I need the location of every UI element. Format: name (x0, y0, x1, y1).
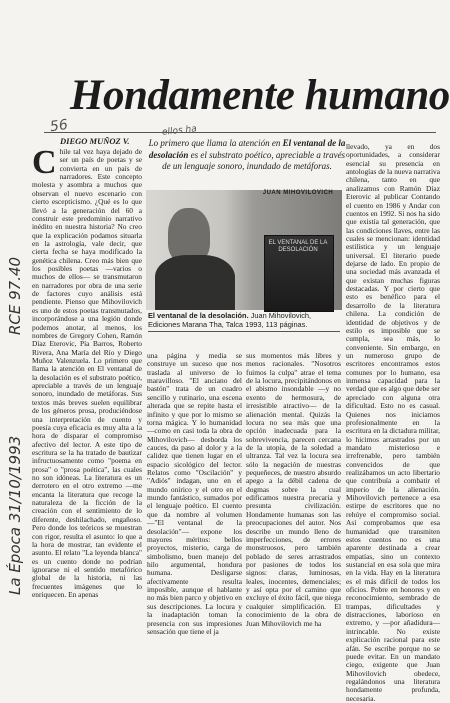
article-column-2: una página y media se construye un suceso que nos traslada al universo de lo maravilloso. "El anciano del bastón" trata de un cuadro sencillo y rutinario, una escena alterada que se repite hasta el infinito y que por lo mismo se torna mágica. Y lo humanidad —como en casi toda la obra de Mihovilovich— desborda los cauces, da paso al dolor y a la calidez que tienen lugar en el espacio sicológico del lector. Relatos como "Oscilación" y "Adiós" indagan, uno en el mundo onírico y el otro en el mundo fantástico, sumados por el lenguaje poético. El cuento que da nombre al volumen —"El ventanal de la desolación"— expone los mayores méritos: bellos proyectos, misterio, carga de simbolismo, buen manejo del hilo argumental, hondura humana. Desligarse afectivamente resulta imposible, aunque el hablante no más bien parco y objetivo en sus descripciones. La locura y la inadaptación toman la presencia con sus impresiones sensación que tiene el ja (147, 351, 242, 636)
book-cover-title: EL VENTANAL DE LA DESOLACIÓN (268, 240, 328, 253)
book-cover-author: JUAN MIHOVILOVICH (262, 190, 334, 196)
author-photo-body (155, 255, 235, 310)
headline-rule (44, 132, 436, 133)
photo-caption (148, 312, 340, 332)
margin-source-note: La Época 31/10/1993 (6, 435, 24, 595)
margin-code-note: RCE 97.40 (6, 256, 24, 335)
handwritten-note: ellos ha (161, 124, 198, 138)
column-1-text: hile tal vez haya dejado de ser un país de poetas y se convierta en un país de narradores. Este concepto molesta y asombra a muchos que observan el nuevo escenario con cierto escepticismo. ¿Qué es lo que llevó a la generación del 60 a construir este predominio narrativo inédito en nuestra historia? No creo que la explicación podamos situarla en la astrología, vale decir, que cierta fecha se haya modificado la genética chilena. Creo más bien que los posibles poetas —varios o muchos de ellos— se transmutaron en narradores por obra de una serie de factores cuyo análisis está pendiente. Pienso que Mihovilovich es uno de estos poetas transmutados, incorporándose a una legión donde podemos anotar, al menos, los nombres de Gregory Cohen, Ramón Díaz Eterovic, Pía Barros, Roberto Rivera, Ana María del Río y Diego Muñoz Valenzuela. Lo primero que llama la atención en El ventanal de la desolación es el substrato poético, apreciable a través de un lenguaje sonoro, inundado de metáforas. Sus textos más breves suelen equilibrar de los géneros prosa, produciéndose una interpretación de cuento y poesía cuya eficacia es muy alta a la hora de disparar el compromiso afectivo del lector. A este tipo de escritura se la ha tratado de bautizar infructuosamente como "poema en prosa" o "prosa poética", las cuales no son idóneas. La literatura es un derrotero en el otro extremo —me encanta la literatura que recoge la naturaleza de la ficción de la creación con el sentimiento de lo diferente, deshilachado, engañoso. Pero donde los teóricos se muestran con rigor, resulta el asunto: lo que a la hora de mostrar, tan evidente el asunto. El relato "La leyenda blanca" es un cuento donde no podrían ignorarse ni el sentido metafórico global de la historia, ni las frecuentes imágenes que lo enriquecen. En apenas (32, 147, 142, 600)
article-author: DIEGO MUÑOZ V. (60, 136, 130, 146)
article-column-1 (32, 144, 142, 600)
article-column-3: sus momentos más libres y menos racionales. "Nosotros fuimos la culpa" atrae el tema de la locura, precipitándonos en el abismo insondable —y no exento de hermosura, de irresistible atractivo— de la alienación mental. Quizás la locura no sea más que una opción inadecuada para la sobrevivencia, parecen cercana de la utopía, de la soledad a ultranza. Tal vez la locura sea sólo la negación de nuestras pequeñeces, de nuestro absurdo apego a la débil cadena de dogmas sobre la cual edificamos nuestra precaria y presunta civilización. Hondamente humanas son las preocupaciones del autor. Nos describe un mundo lleno de imperfecciones, de errores monstruosos, pero también poblado de seres arrastrados por pasiones de todos los signos: claras, luminosas, leales, inocentes, demenciales; y así opta por el camino que excluye el éxito fácil, que niega cualquier simplificación. El conocimiento de la obra de Juan Mihovilovich me ha (246, 351, 341, 628)
caption-book-title: El ventanal de la desolación. (148, 311, 249, 320)
deck-book-title: El ventanal de la desolación (148, 138, 346, 160)
drop-cap: C (32, 144, 57, 181)
article-column-4: llevado, ya en dos oportunidades, a considerar esencial su presencia en antologías de la nueva narrativa chilena, tanto en que analizamos con Ramón Díaz Eterovic al publicar Contando el cuento en 1986 y Andar con cuentos en 1992. Si nos ha sido que existía tal generación, que las condiciones llaves, entre las cuales se mencionan: identidad estilística y un lenguaje universal. El literario puede dejarse de lado. En propio de una sociedad más avanzada el que existan muchas figuras destacadas. Y por cierto que esto es benéfico para el desarrollo de la literatura chilena. La condición de identidad de objetivos y de estilo es imposible que se cumpla, sea más, lo conveniente. Sin embargo, en un numeroso grupo de escritores encontramos estos comunes por lo humano, esa inmensa capacidad para la verdad que es algo que debe ser apreciado con alguna otra dificultad. Esto no es casual. Quienes nos iniciamos profesionalmente en la escritura en la dictadura militar, lo hicimos arrastrados por un mandato misterioso e irrefrenable, pero también convencidos de que realizábamos un acto libertario que contribuía a combatir el imperio de la alienación. Mihovilovich pertenece a esa estirpe de escritores que no rehúye el compromiso social. Así comprobamos que esa humanidad que transmiten estos cuentos no es una aparente destinada a crear empatías, sino un contexto sustancial en esa sola que mira en la vida. Hay en la literatura es el más difícil de todos los oficios. Pobre en honores y en reconocimiento, sembrado de trampas, dificultades y distracciones, laborioso en extremo, y —por añadidura— intrincable. No existe explicación racional para este afán. Se escribe porque no se puede evitar. En un mandato ciego, exigente que Juan Mihovilovich obedece, regalándonos una literatura hondamente profunda, necesaria. (346, 142, 440, 703)
handwritten-number: 56 (48, 116, 69, 136)
article-headline: Hondamente humano (70, 72, 450, 119)
caption-details: Juan Mihovilovich, Ediciones Marana Tha, Talca 1993, 113 páginas. (148, 311, 312, 329)
article-deck (148, 138, 346, 173)
deck-part1: Lo primero que llama la atención en (148, 138, 283, 148)
deck-part2: es el substrato poético, apreciable a través de un lenguaje sonoro, inundado de metáforas. (162, 149, 346, 172)
